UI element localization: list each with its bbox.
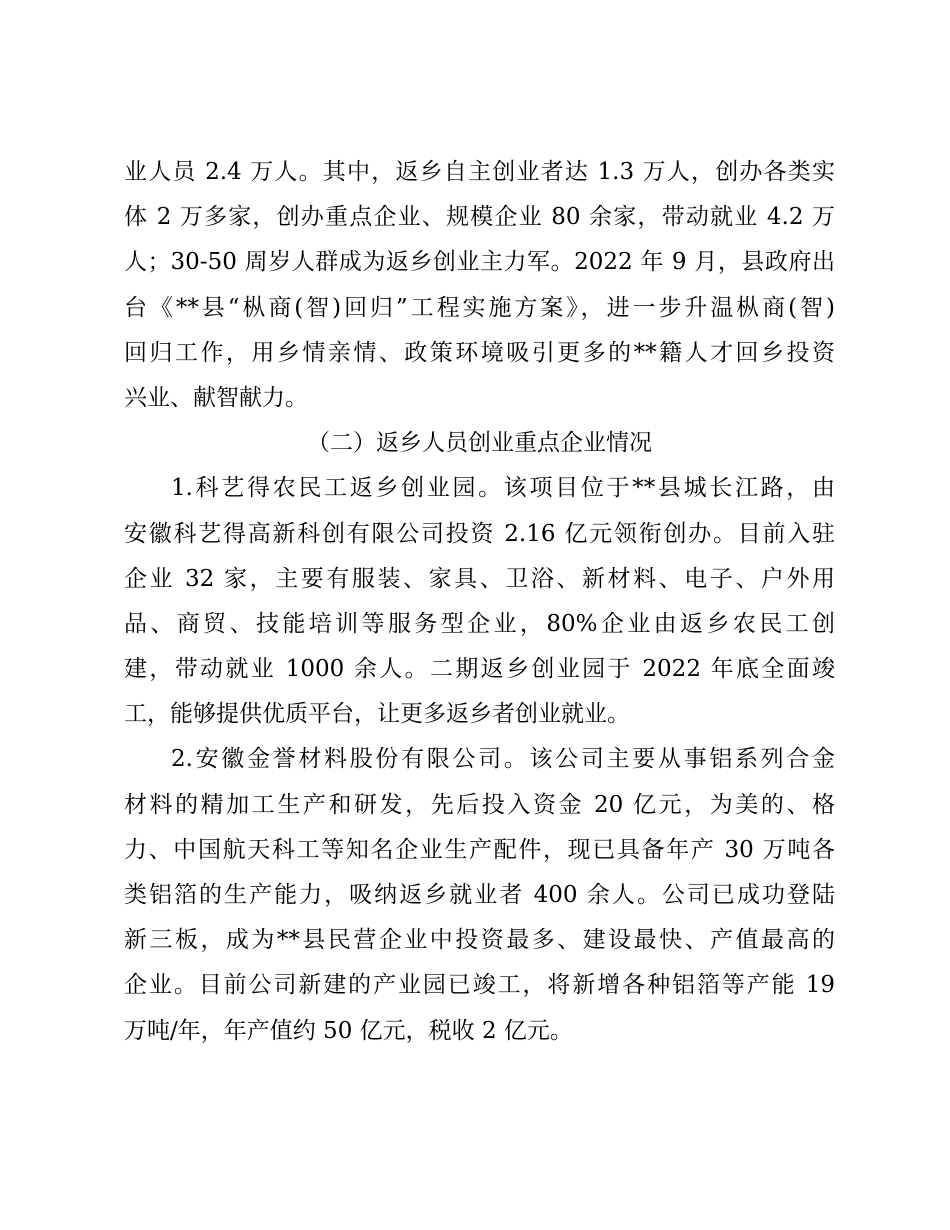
text-line: 类铝箔的生产能力，吸纳返乡就业者 400 余人。公司已成功登陆 <box>124 882 835 908</box>
text-line: 新三板，成为**县民营企业中投资最多、建设最快、产值最高的 <box>124 927 835 954</box>
document-body <box>124 150 835 1054</box>
text-line: 工，能够提供优质平台，让更多返乡者创业就业。 <box>124 701 630 728</box>
text-line: 力、中国航天科工等知名企业生产配件，现已具备年产 30 万吨各 <box>124 836 835 863</box>
paragraph-item-2 <box>124 737 835 1053</box>
text-line: 企业 32 家，主要有服装、家具、卫浴、新材料、电子、户外用 <box>124 565 835 592</box>
text-line: 人；30-50 周岁人群成为返乡创业主力军。2022 年 9 月，县政府出 <box>124 249 835 276</box>
paragraph-item-1 <box>124 466 835 737</box>
text-line: 建，带动就业 1000 余人。二期返乡创业园于 2022 年底全面竣 <box>124 656 835 683</box>
text-line: 安徽科艺得高新科创有限公司投资 2.16 亿元领衔创办。目前入驻 <box>124 520 835 547</box>
text-line: 品、商贸、技能培训等服务型企业，80%企业由返乡农民工创 <box>124 610 835 637</box>
text-line: 1.科艺得农民工返乡创业园。该项目位于**县城长江路，由 <box>171 475 835 502</box>
text-line: 业人员 2.4 万人。其中，返乡自主创业者达 1.3 万人，创办各类实 <box>124 159 835 185</box>
text-line: 企业。目前公司新建的产业园已竣工，将新增各种铝箔等产能 19 <box>124 972 835 999</box>
text-line: 兴业、献智献力。 <box>124 384 308 411</box>
paragraph-intro-continued <box>124 150 835 421</box>
section-heading: （二）返乡人员创业重点企业情况 <box>307 430 652 457</box>
text-line: 体 2 万多家，创办重点企业、规模企业 80 余家，带动就业 4.2 万 <box>124 204 835 231</box>
text-line: 万吨/年，年产值约 50 亿元，税收 2 亿元。 <box>124 1017 573 1044</box>
text-line: 回归工作，用乡情亲情、政策环境吸引更多的**籍人才回乡投资 <box>124 339 835 366</box>
text-line: 材料的精加工生产和研发，先后投入资金 20 亿元，为美的、格 <box>124 791 835 818</box>
text-line: 台《**县“枞商(智)回归”工程实施方案》，进一步升温枞商(智) <box>124 294 835 321</box>
text-line: 2.安徽金誉材料股份有限公司。该公司主要从事铝系列合金 <box>171 746 835 773</box>
